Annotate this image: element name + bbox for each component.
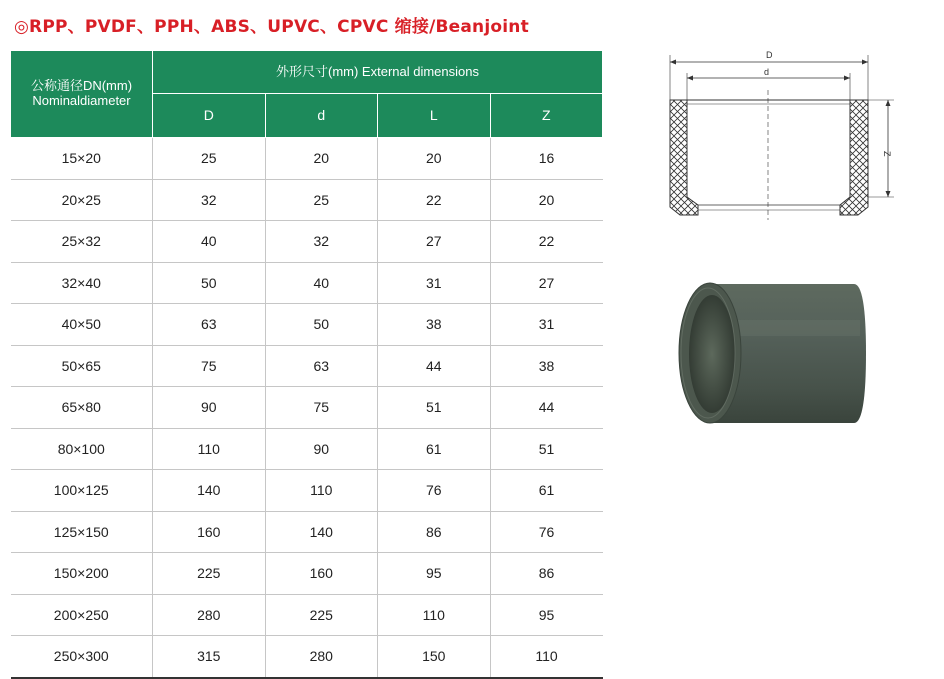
cell-L: 150 — [378, 636, 491, 678]
cell-D: 63 — [153, 304, 266, 346]
cell-d: 63 — [265, 345, 378, 387]
table-row — [11, 511, 603, 553]
cell-nominal-diameter: 100×125 — [11, 470, 153, 512]
external-dimensions-header: 外形尺寸(mm) External dimensions — [153, 51, 603, 94]
cell-nominal-diameter: 200×250 — [11, 594, 153, 636]
cell-Z: 20 — [490, 179, 603, 221]
column-header-d: d — [265, 94, 378, 138]
cell-D: 280 — [153, 594, 266, 636]
cell-Z: 95 — [490, 594, 603, 636]
cell-nominal-diameter: 125×150 — [11, 511, 153, 553]
cell-d: 280 — [265, 636, 378, 678]
column-header-L: L — [378, 94, 491, 138]
cell-L: 51 — [378, 387, 491, 429]
cell-Z: 22 — [490, 221, 603, 263]
dimensions-table — [10, 50, 603, 679]
cell-nominal-diameter: 15×20 — [11, 138, 153, 180]
beanjoint-cross-section-diagram — [660, 45, 900, 230]
cell-Z: 76 — [490, 511, 603, 553]
cell-Z: 44 — [490, 387, 603, 429]
cell-L: 22 — [378, 179, 491, 221]
cell-L: 38 — [378, 304, 491, 346]
cell-nominal-diameter: 50×65 — [11, 345, 153, 387]
cell-Z: 86 — [490, 553, 603, 595]
cell-L: 95 — [378, 553, 491, 595]
cell-nominal-diameter: 80×100 — [11, 428, 153, 470]
cell-L: 61 — [378, 428, 491, 470]
cell-D: 40 — [153, 221, 266, 263]
table-row — [11, 179, 603, 221]
cell-D: 140 — [153, 470, 266, 512]
cell-d: 25 — [265, 179, 378, 221]
cell-D: 25 — [153, 138, 266, 180]
cell-nominal-diameter: 40×50 — [11, 304, 153, 346]
cell-Z: 16 — [490, 138, 603, 180]
cell-D: 315 — [153, 636, 266, 678]
cell-d: 110 — [265, 470, 378, 512]
cell-D: 50 — [153, 262, 266, 304]
cell-d: 160 — [265, 553, 378, 595]
cell-nominal-diameter: 150×200 — [11, 553, 153, 595]
cell-d: 90 — [265, 428, 378, 470]
cell-Z: 31 — [490, 304, 603, 346]
cell-d: 40 — [265, 262, 378, 304]
table-row — [11, 345, 603, 387]
table-row — [11, 221, 603, 263]
cell-Z: 27 — [490, 262, 603, 304]
cell-D: 225 — [153, 553, 266, 595]
nominal-diameter-header — [11, 51, 153, 138]
table-row — [11, 138, 603, 180]
cell-L: 20 — [378, 138, 491, 180]
table-row — [11, 304, 603, 346]
cell-nominal-diameter: 65×80 — [11, 387, 153, 429]
cell-Z: 38 — [490, 345, 603, 387]
cell-L: 86 — [378, 511, 491, 553]
cell-nominal-diameter: 20×25 — [11, 179, 153, 221]
table-row — [11, 428, 603, 470]
cell-nominal-diameter: 250×300 — [11, 636, 153, 678]
nominal-diameter-header-cn: 公称通径DN(mm) — [30, 78, 133, 94]
diagram-label-Z: Z — [882, 151, 892, 157]
beanjoint-product-photo — [674, 278, 874, 428]
cell-D: 32 — [153, 179, 266, 221]
cell-Z: 61 — [490, 470, 603, 512]
cell-d: 32 — [265, 221, 378, 263]
page-title: ◎RPP、PVDF、PPH、ABS、UPVC、CPVC 缩接/Beanjoint — [14, 17, 529, 37]
table-row — [11, 387, 603, 429]
table-row — [11, 553, 603, 595]
dimensions-table-body — [11, 138, 603, 678]
column-header-Z: Z — [490, 94, 603, 138]
cell-nominal-diameter: 32×40 — [11, 262, 153, 304]
cell-L: 31 — [378, 262, 491, 304]
cell-d: 75 — [265, 387, 378, 429]
cell-D: 90 — [153, 387, 266, 429]
cell-L: 110 — [378, 594, 491, 636]
cell-Z: 110 — [490, 636, 603, 678]
cell-Z: 51 — [490, 428, 603, 470]
nominal-diameter-header-en: Nominaldiameter — [32, 93, 131, 108]
diagram-label-D: D — [766, 50, 773, 60]
table-row — [11, 636, 603, 678]
cell-L: 27 — [378, 221, 491, 263]
cell-d: 50 — [265, 304, 378, 346]
cell-D: 160 — [153, 511, 266, 553]
cell-d: 20 — [265, 138, 378, 180]
cell-D: 75 — [153, 345, 266, 387]
cell-nominal-diameter: 25×32 — [11, 221, 153, 263]
cell-D: 110 — [153, 428, 266, 470]
cell-L: 76 — [378, 470, 491, 512]
column-header-D: D — [153, 94, 266, 138]
table-row — [11, 470, 603, 512]
cell-d: 140 — [265, 511, 378, 553]
table-row — [11, 594, 603, 636]
table-row — [11, 262, 603, 304]
cell-d: 225 — [265, 594, 378, 636]
diagram-label-d: d — [764, 67, 770, 77]
cell-L: 44 — [378, 345, 491, 387]
